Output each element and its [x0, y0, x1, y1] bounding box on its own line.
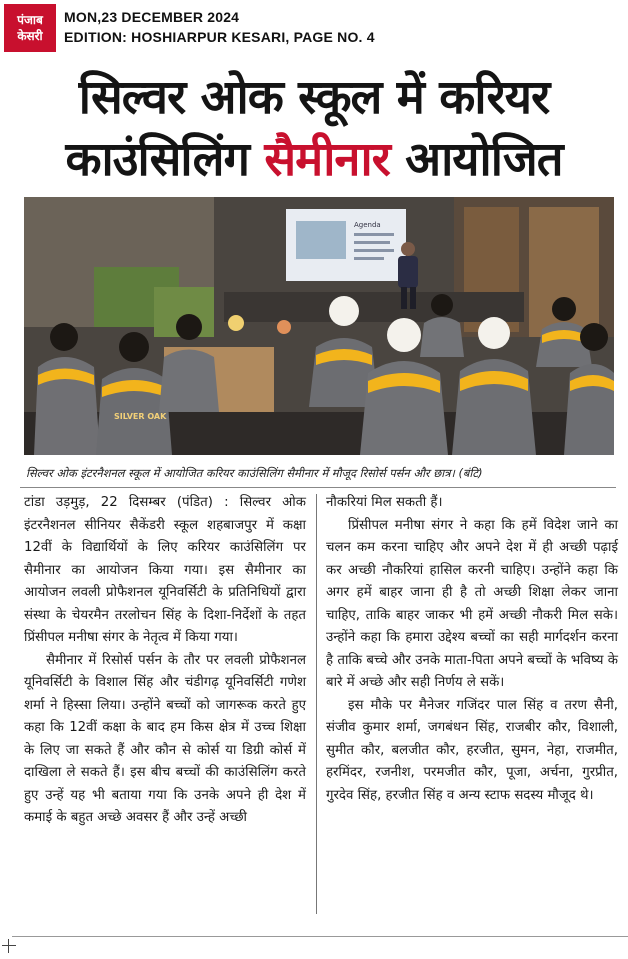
crop-mark-icon [2, 939, 16, 953]
article-paragraph: प्रिंसीपल मनीषा संगर ने कहा कि हमें विदेश जाने का चलन कम करना चाहिए और अपने देश में ही अच्छी पढ़ाई कर अच्छी नौकरियां हासिल करनी चाहिए। उन्होंने कहा कि अगर हमें बाहर जाना ही है तो अच्छी शिक्षा लेकर जाना चाहिए, ताकि बाहर जाकर भी हमें अच्छी नौकरी मिल सके। उन्होंने कहा कि हमारा उद्देश्य बच्चों का सही मार्गदर्शन करना है ताकि बच्चे और उनके माता-पिता अपने बच्चों के भविष्य के बारे में अच्छे और सही निर्णय ले सकें। [326, 517, 618, 690]
column-divider [316, 494, 317, 914]
headline-line-1: सिल्वर ओक स्कूल में करियर [78, 70, 550, 125]
edition-info: EDITION: HOSHIARPUR KESARI, PAGE NO. 4 [64, 29, 375, 45]
article-paragraph: सैमीनार में रिसोर्स पर्सन के तौर पर लवली प्रोफैशनल यूनिवर्सिटी के विशाल सिंह और चंडीगढ़ यूनिवर्सिटी गणेश शर्मा ने हिस्सा लिया। उन्होंने बच्चों को जागरूक करते हुए कहा कि 12वीं कक्षा के बाद हम किस क्षेत्र में उच्च शिक्षा के लिए जा सकते हैं और कौन से कोर्स या डिग्री कोर्स में दाखिला ले सकते हैं। इस बीच बच्चों की काउंसिलिंग करते हुए उन्हें यह भी बताया गया कि उनके अपने ही देश में कमाई के बहुत अच्छे अवसर हैं और उन्हें अच्छी [24, 652, 306, 825]
article-paragraph: नौकरियां मिल सकती हैं। [326, 495, 443, 510]
article-paragraph: इस मौके पर मैनेजर गजिंदर पाल सिंह व तरण सैनी, संजीव कुमार शर्मा, जगबंधन सिंह, राजबीर कौर, विशाली, सुमीत कौर, बलजीत कौर, हरजीत, सुमन, नेहा, राजमीत, हरमिंदर, रजनीश, परमजीत कौर, पूजा, अर्चना, गुरप्रीत, गुरदेव सिंह, हरजीत सिंह व अन्य स्टाफ सदस्य मौजूद थे। [326, 697, 618, 803]
bottom-rule [12, 936, 628, 937]
punjab-kesari-logo [4, 4, 56, 52]
slide-title: Agenda [354, 221, 381, 229]
masthead [0, 0, 628, 58]
logo-line-2: केसरी [17, 29, 43, 43]
caption-divider [20, 487, 616, 488]
article-headline [0, 70, 628, 188]
article-column-1 [24, 492, 306, 830]
headline-word-organised: आयोजित [405, 132, 563, 187]
headline-line-2 [0, 132, 628, 188]
article-column-2 [326, 492, 618, 807]
article-paragraph: टांडा उड़मुड़, 22 दिसम्बर (पंडित) : सिल्वर ओक इंटरनैशनल सीनियर सैकेंडरी स्कूल शहबाजपुर में कक्षा 12वीं के विद्यार्थियों के लिए करियर काउंसिलिंग पर सैमीनार का आयोजन किया गया। इस सैमीनार का आयोजन लवली प्रोफैशनल यूनिवर्सिटी के प्रतिनिधियों द्वारा संस्था के चेयरमैन तरलोचन सिंह के दिशा-निर्देशों के तहत प्रिंसीपल मनीषा संगर के नेतृत्व में किया गया। [24, 495, 306, 645]
headline-word-counselling: काउंसिलिंग [65, 132, 249, 187]
logo-line-1: पंजाब [17, 13, 43, 27]
seminar-photo-illustration [24, 197, 614, 455]
jacket-logo-text: SILVER OAK [114, 412, 167, 421]
seminar-photo [24, 197, 614, 455]
publication-date: MON,23 DECEMBER 2024 [64, 9, 240, 25]
edition-meta [64, 7, 375, 47]
photo-caption: सिल्वर ओक इंटरनैशनल स्कूल में आयोजित करियर काउंसिलिंग सैमीनार में मौजूद रिसोर्स पर्सन और छात्र। (बंटि) [26, 466, 483, 480]
headline-highlight-seminar: सैमीनार [264, 132, 390, 187]
